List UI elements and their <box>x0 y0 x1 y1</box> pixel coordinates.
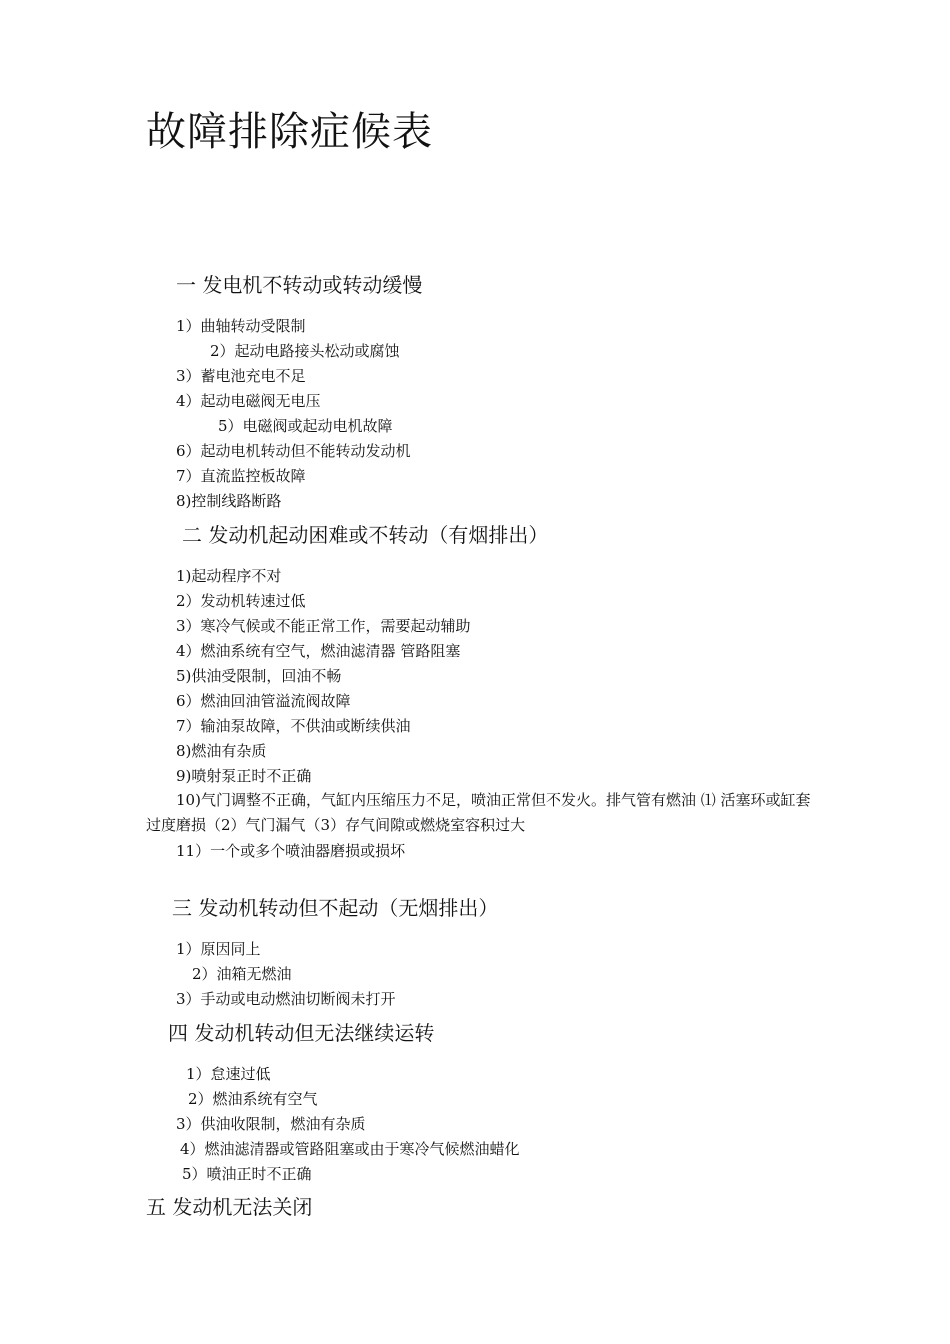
section-heading-2: 二 发动机起动困难或不转动（有烟排出） <box>182 523 549 547</box>
list-item: 8)燃油有杂质 <box>176 742 267 760</box>
list-item: 4）起动电磁阀无电压 <box>176 392 321 410</box>
list-item: 2）燃油系统有空气 <box>188 1090 318 1108</box>
list-item: 11）一个或多个喷油器磨损或损坏 <box>176 842 406 860</box>
section-heading-4: 四 发动机转动但无法继续运转 <box>168 1021 435 1045</box>
list-item: 1)起动程序不对 <box>176 567 282 585</box>
list-item: 1）怠速过低 <box>186 1065 271 1083</box>
page-title: 故障排除症候表 <box>146 109 433 155</box>
list-item: 6）燃油回油管溢流阀故障 <box>176 692 351 710</box>
list-item: 2）发动机转速过低 <box>176 592 306 610</box>
list-item: 5）喷油正时不正确 <box>182 1165 312 1183</box>
list-item: 2）油箱无燃油 <box>192 965 292 983</box>
list-item: 3）供油收限制，燃油有杂质 <box>176 1115 366 1133</box>
list-item: 1）曲轴转动受限制 <box>176 317 306 335</box>
list-item: 8)控制线路断路 <box>176 492 282 510</box>
list-item: 3）手动或电动燃油切断阀未打开 <box>176 990 396 1008</box>
list-item: 3）寒冷气候或不能正常工作，需要起动辅助 <box>176 617 471 635</box>
list-item-wrapped: 10)气门调整不正确，气缸内压缩压力不足，喷油正常但不发火。排气管有燃油 ⑴ 活塞环或缸套过度磨损（2）气门漏气（3）存气间隙或燃烧室容积过大 <box>146 791 811 834</box>
list-item: 5)供油受限制，回油不畅 <box>176 667 342 685</box>
list-item: 1）原因同上 <box>176 940 261 958</box>
list-item: 9)喷射泵正时不正确 <box>176 767 312 785</box>
list-item: 3）蓄电池充电不足 <box>176 367 306 385</box>
list-item: 7）输油泵故障，不供油或断续供油 <box>176 717 411 735</box>
list-item: 7）直流监控板故障 <box>176 467 306 485</box>
section-heading-1: 一 发电机不转动或转动缓慢 <box>176 273 423 297</box>
section-heading-3: 三 发动机转动但不起动（无烟排出） <box>172 896 499 920</box>
list-item: 5）电磁阀或起动电机故障 <box>218 417 393 435</box>
list-item: 4）燃油系统有空气，燃油滤清器 管路阻塞 <box>176 642 461 660</box>
section-heading-5: 五 发动机无法关闭 <box>146 1195 313 1219</box>
list-item: 2）起动电路接头松动或腐蚀 <box>210 342 400 360</box>
list-item: 6）起动电机转动但不能转动发动机 <box>176 442 411 460</box>
list-item: 4）燃油滤清器或管路阻塞或由于寒冷气候燃油蜡化 <box>180 1140 520 1158</box>
